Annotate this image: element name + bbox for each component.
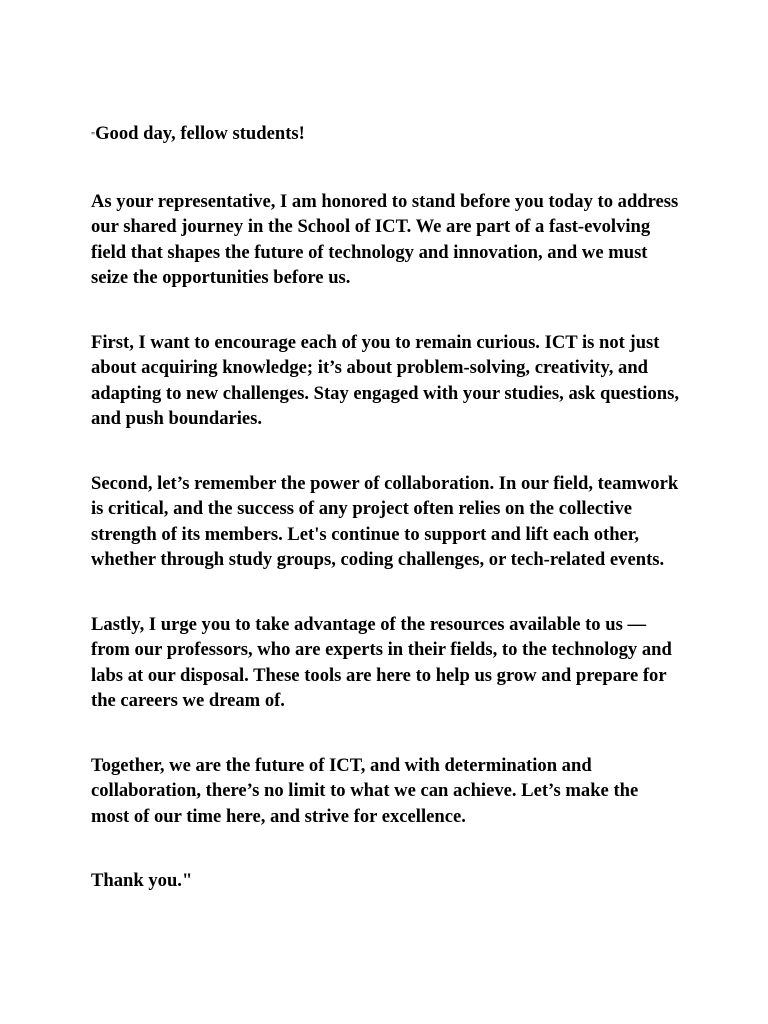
paragraph-curiosity: First, I want to encourage each of you to remain curious. ICT is not just about acquiring knowledge; it’s about problem-solving, creativity, and adapting to new challenges. Stay engaged with your studies, ask questions, and push boundaries. xyxy=(91,331,680,429)
speech-body xyxy=(91,121,681,933)
paragraph-intro: As your representative, I am honored to stand before you today to address our shared journey in the School of ICT. We are part of a fast-evolving field that shapes the future of technology and innovation, and we must seize the opportunities before us. xyxy=(91,190,679,288)
greeting-paragraph xyxy=(91,121,681,150)
closing-line: Thank you." xyxy=(91,870,193,891)
paragraph-collaboration: Second, let’s remember the power of collaboration. In our field, teamwork is critical, and the success of any project often relies on the collective strength of its members. Let's continue to support and lift each other, whether through study groups, coding challenges, or tech-related events. xyxy=(91,472,679,570)
paragraph-resources: Lastly, I urge you to take advantage of the resources available to us — from our professors, who are experts in their fields, to the technology and labs at our disposal. These tools are here to help us grow and prepare for the careers we dream of. xyxy=(91,613,672,711)
paragraph-together: Together, we are the future of ICT, and with determination and collaboration, there’s no limit to what we can achieve. Let’s make the most of our time here, and strive for excellence. xyxy=(91,754,639,827)
greeting: Good day, fellow students! xyxy=(95,123,305,144)
opening-quote-mark: " xyxy=(91,131,96,142)
